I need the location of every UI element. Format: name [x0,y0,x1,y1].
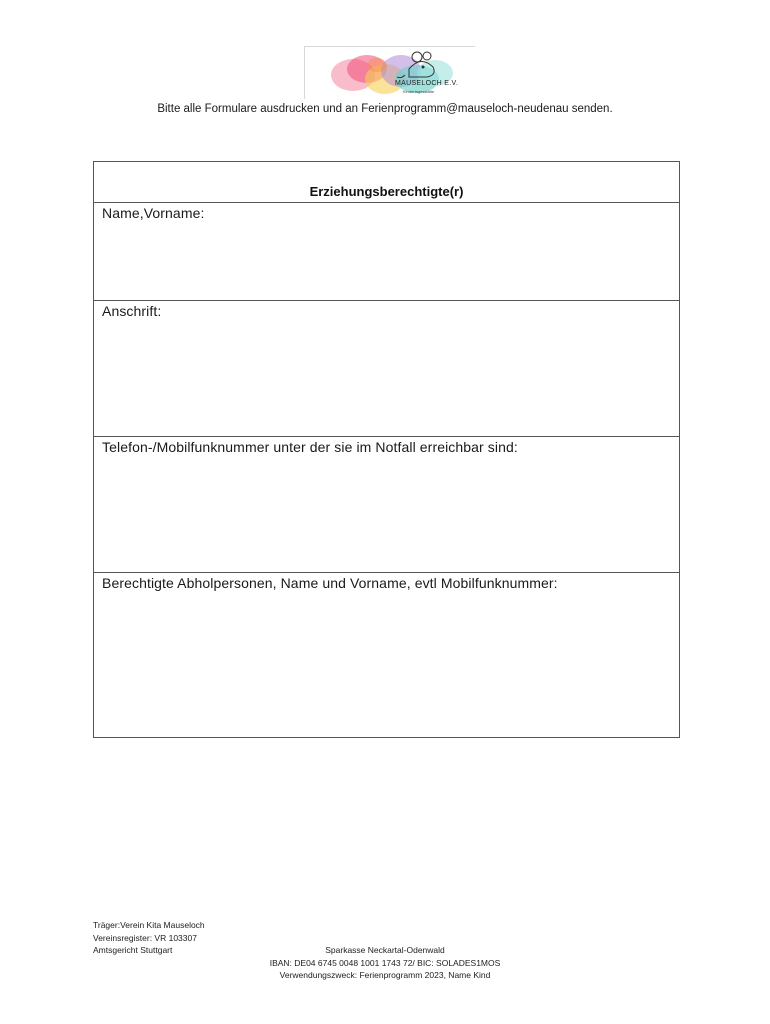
field-pickup-persons[interactable] [94,572,679,737]
field-pickup-persons-label: Berechtigte Abholpersonen, Name und Vorname, evtl Mobilfunknummer: [102,575,558,591]
footer-bank [0,944,770,982]
field-phone-label: Telefon-/Mobilfunknummer unter der sie im Notfall erreichbar sind: [102,439,518,455]
instruction-text: Bitte alle Formulare ausdrucken und an Ferienprogramm@mauseloch-neudenau senden. [157,103,613,115]
form-title: Erziehungsberechtigte(r) [309,184,464,199]
field-address-label: Anschrift: [102,303,162,319]
logo-text: MAUSELOCH E.V. [395,80,459,87]
footer-register: Vereinsregister: VR 103307 [93,932,197,943]
guardian-form [93,161,680,738]
field-name[interactable] [94,202,679,300]
logo-subtitle: Kindertagesstätte [403,89,435,94]
field-phone[interactable] [94,436,679,572]
field-address[interactable] [94,300,679,436]
field-name-label: Name,Vorname: [102,205,205,221]
mauseloch-logo [304,46,475,99]
footer-carrier: Träger:Verein Kita Mauseloch [93,920,205,930]
footer-iban: IBAN: DE04 6745 0048 1001 1743 72/ BIC: SOLADES1MOS [269,957,501,968]
footer-court: Amtsgericht Stuttgart [93,945,173,955]
footer-purpose: Verwendungszweck: Ferienprogramm 2023, Name Kind [279,970,491,980]
footer-bank-name: Sparkasse Neckartal-Odenwald [325,945,445,955]
